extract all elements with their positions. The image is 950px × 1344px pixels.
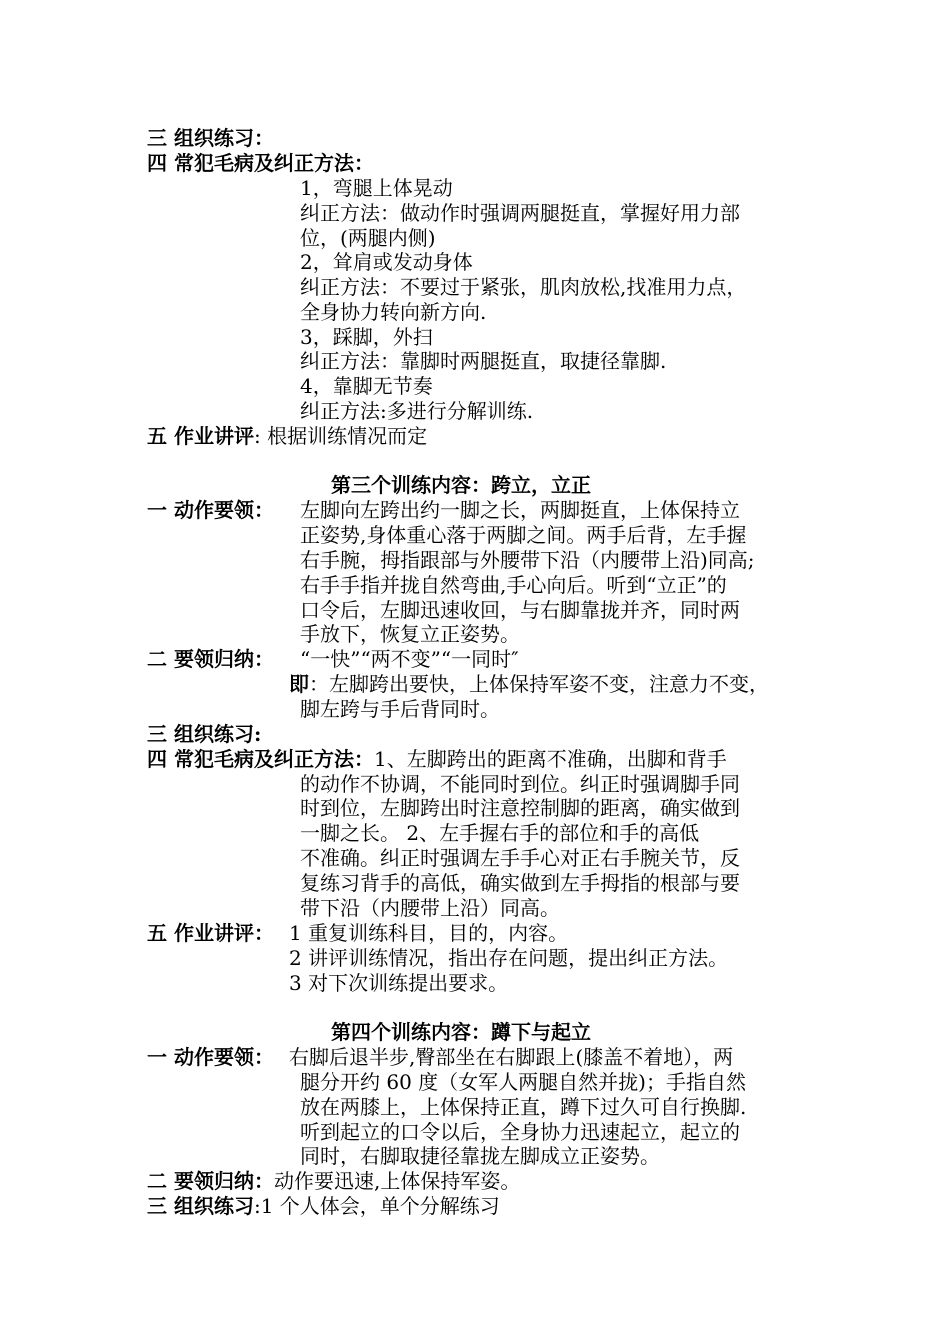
section-heading-review: 五 作业讲评：	[147, 921, 274, 945]
lesson-title: 第三个训练内容：跨立，立正	[331, 473, 591, 497]
essentials-line: 左脚向左跨出约一脚之长，两脚挺直，上体保持立	[300, 498, 740, 522]
error-line: 3，踩脚，外扫	[300, 325, 433, 349]
section-heading-summary: 二 要领归纳：	[147, 1169, 274, 1193]
section-heading-essentials: 一 动作要领：	[147, 498, 274, 522]
section-heading-essentials: 一 动作要领：	[147, 1045, 274, 1069]
section-heading-summary: 二 要领归纳：	[147, 647, 274, 671]
error-line: 不准确。纠正时强调左手手心对正右手腕关节，反	[300, 846, 740, 870]
summary-line: 脚左跨与手后背同时。	[300, 697, 500, 721]
review-item: 2 讲评训练情况，指出存在问题，提出纠正方法。	[289, 946, 729, 970]
summary-line-text: ：左脚跨出要快，上体保持军姿不变，注意力不变，	[309, 672, 769, 696]
review-row	[147, 424, 427, 448]
error-line: 纠正方法：做动作时强调两腿挺直，掌握好用力部	[300, 201, 740, 225]
essentials-line: 右脚后退半步,臀部坐在右脚跟上(膝盖不着地），两	[289, 1045, 734, 1069]
section-heading-review: 五 作业讲评	[147, 424, 254, 448]
error-line: 时到位，左脚跨出时注意控制脚的距离，确实做到	[300, 796, 740, 820]
summary-line	[289, 672, 769, 696]
section-heading-errors: 四 常犯毛病及纠正方法：	[147, 151, 374, 175]
error-line: 1，弯腿上体晃动	[300, 176, 453, 200]
review-item: 3 对下次训练提出要求。	[289, 971, 509, 995]
organize-text: :1 个人体会，单个分解练习	[253, 1194, 500, 1218]
error-line: 带下沿（内腰带上沿）同高。	[300, 896, 560, 920]
section-heading-organize: 三 组织练习：	[147, 126, 274, 150]
organize-row	[147, 1194, 500, 1218]
lesson-title: 第四个训练内容：蹲下与起立	[331, 1020, 591, 1044]
section-heading-errors: 四 常犯毛病及纠正方法：	[147, 747, 374, 771]
essentials-line: 口令后，左脚迅速收回，与右脚靠拢并齐，同时两	[300, 598, 740, 622]
review-text: : 根据训练情况而定	[253, 424, 428, 448]
error-line: 纠正方法：不要过于紧张，肌肉放松,找准用力点，	[300, 275, 747, 299]
essentials-line: 同时，右脚取捷径靠拢左脚成立正姿势。	[300, 1144, 660, 1168]
error-line: 复练习背手的高低，确实做到左手拇指的根部与要	[300, 871, 740, 895]
essentials-line: 右手手指并拢自然弯曲,手心向后。听到“立正”的	[300, 573, 727, 597]
essentials-line: 手放下，恢复立正姿势。	[300, 622, 520, 646]
section-heading-organize: 三 组织练习	[147, 1194, 254, 1218]
error-line: 2，耸肩或发动身体	[300, 250, 473, 274]
essentials-line: 正姿势,身体重心落于两脚之间。两手后背，左手握	[300, 523, 747, 547]
section-heading-organize: 三 组织练习:	[147, 722, 262, 746]
summary-row	[147, 1169, 520, 1193]
error-line: 纠正方法:多进行分解训练.	[300, 399, 534, 423]
summary-lead: 即	[289, 672, 309, 696]
error-line: 的动作不协调，不能同时到位。纠正时强调脚手同	[300, 772, 740, 796]
error-line: 全身协力转向新方向.	[300, 300, 487, 324]
essentials-line: 放在两膝上，上体保持正直，蹲下过久可自行换脚.	[300, 1095, 747, 1119]
summary-text: 动作要迅速,上体保持军姿。	[273, 1169, 521, 1193]
error-line: 一脚之长。 2、左手握右手的部位和手的高低	[300, 821, 700, 845]
error-line: 1、左脚跨出的距离不准确，出脚和背手	[373, 747, 727, 771]
error-line: 4，靠脚无节奏	[300, 374, 433, 398]
summary-text: “一快”“两不变”“一同时″	[300, 647, 519, 671]
error-line: 位，(两腿内侧)	[300, 226, 436, 250]
essentials-line: 听到起立的口令以后，全身协力迅速起立，起立的	[300, 1120, 740, 1144]
error-line: 纠正方法：靠脚时两腿挺直，取捷径靠脚.	[300, 349, 667, 373]
errors-row	[147, 747, 727, 771]
essentials-line: 腿分开约 60 度（女军人两腿自然并拢)；手指自然	[300, 1070, 746, 1094]
review-item: 1 重复训练科目，目的，内容。	[289, 921, 569, 945]
essentials-line: 右手腕，拇指跟部与外腰带下沿（内腰带上沿)同高;	[300, 548, 755, 572]
